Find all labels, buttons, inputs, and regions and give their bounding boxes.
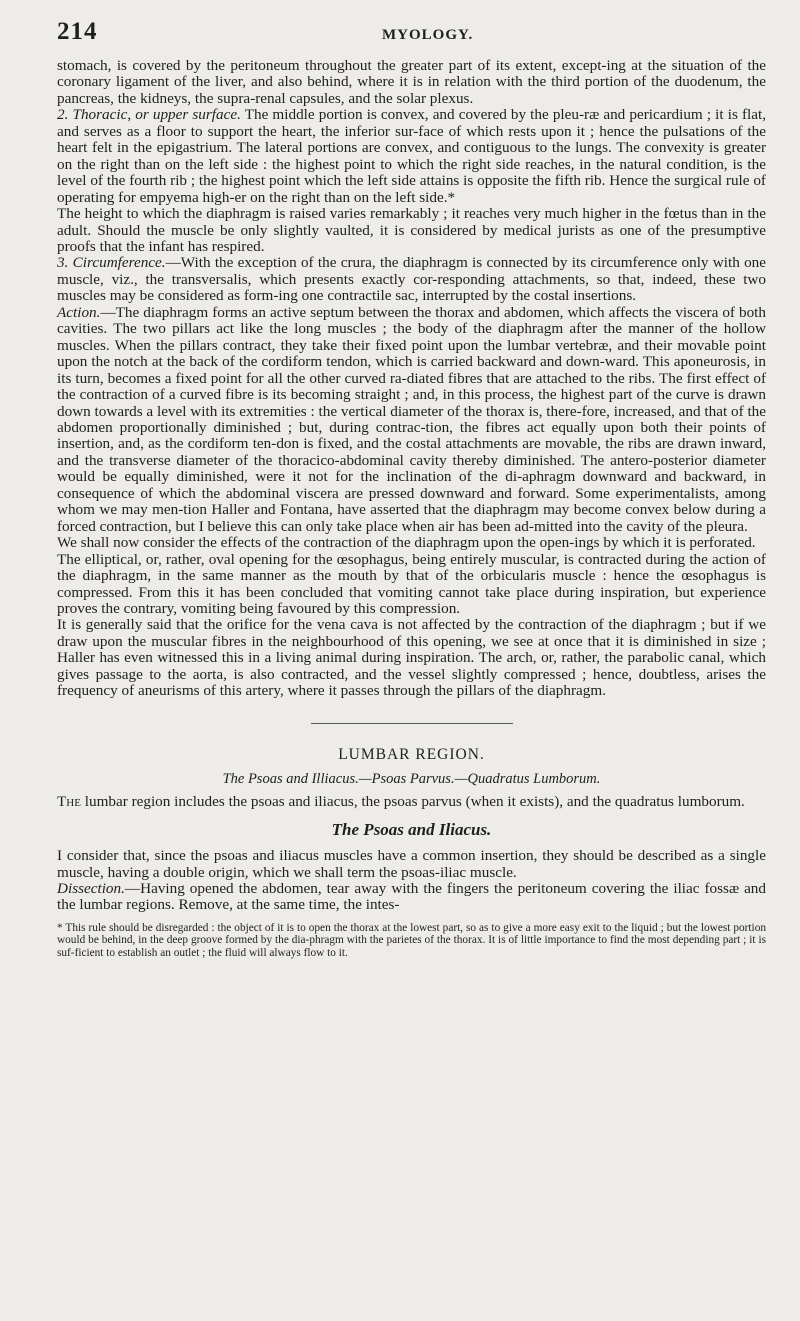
section-divider (311, 723, 513, 724)
paragraph: The elliptical, or, rather, oval opening for the œsophagus, being entirely muscular, is contracted during the action of the diaphragm, in the same manner as the mouth by that of the orbicularis muscle : hence the œsophagus is compressed. From this it has been concluded that vomiting cannot take place during inspiration, but experience proves the contrary, vomiting being favoured by this compression. (57, 550, 766, 617)
footnote: * This rule should be disregarded : the object of it is to open the thorax at the lowest part, so as to give a more easy exit to the liquid ; but the lowest portion would be behind, in the deep groove formed by the dia-phragm with the parietes of the thorax. It is of little importance to find the most depending part ; it is suf-ficient to establish an outlet ; the fluid will always flow to it. (57, 921, 766, 959)
paragraph: 2. Thoracic, or upper surface. The middle portion is convex, and covered by the pleu-ræ and pericardium ; it is flat, and serves as a floor to support the heart, the inferior sur-face of which rests upon it ; hence the pulsations of the heart felt in the epigastrium. The lateral portions are convex, and contiguous to the lungs. The convexity is greater on the right than on the left side : the highest point to which the right side reaches, in the natural condition, is the level of the fourth rib ; the highest point which the left side attains is opposite the fifth rib. Hence the surgical rule of operating for empyema high-er on the right than on the left side.* (57, 106, 766, 206)
page-number: 214 (57, 18, 98, 45)
dissection-paragraph: Dissection.—Having opened the abdomen, tear away with the fingers the peritoneum covering the iliac fossæ and the lumbar regions. Remove, at the same time, the intes- (57, 880, 766, 914)
paragraph: Action.—The diaphragm forms an active septum between the thorax and abdomen, which affects the viscera of both cavities. The two pillars act like the long muscles ; the body of the diaphragm after the manner of the hollow muscles. When the pillars contract, they take their fixed point upon the lumbar vertebræ, and their movable point upon the notch at the back of the cordiform tendon, which is carried backward and down-ward. This aponeurosis, in its turn, becomes a fixed point for all the other curved ra-diated fibres that are attached to the ribs. The first effect of the contraction of a curved fibre is its becoming straight ; and, in this process, the highest part of the curve is drawn down towards a level with its extremities : the vertical diameter of the thorax is, there-fore, increased, and that of the abdomen proportionally diminished ; but, during contrac-tion, the fibres act equally upon both their points of insertion, and, as the cordiform ten-don is fixed, and the costal attachments are movable, the ribs are drawn inward, and the transverse diameter of the thoracico-abdominal cavity thereby diminished. The antero-posterior diameter would be equally diminished, were it not for the inclination of the di-aphragm downward and backward, in consequence of which the abdominal viscera are pressed downward and forward. Some experimentalists, among whom we may men-tion Haller and Fontana, have asserted that the diaphragm may become convex below during a forced contraction, but I believe this can only take place when air has been ad-mitted into the cavity of the pleura. (57, 303, 766, 535)
paragraph: It is generally said that the orifice for the vena cava is not affected by the contraction of the diaphragm ; but if we draw upon the muscular fibres in the neighbourhood of this opening, we see at once that it is diminished in size ; Haller has even witnessed this in a living animal during inspiration. The arch, or, rather, the parabolic canal, which gives passage to the aorta, is also contracted, and the vessel slightly compressed ; hence, doubtless, arises the frequency of aneurisms of this artery, where it passes through the pillars of the diaphragm. (57, 616, 766, 700)
section-intro: The lumbar region includes the psoas and iliacus, the psoas parvus (when it exists), and the quadratus lumborum. (57, 792, 745, 810)
body-text-top (57, 58, 766, 700)
sub-heading: The Psoas and Iliacus. (331, 820, 492, 840)
paragraph: We shall now consider the effects of the contraction of the diaphragm upon the open-ings by which it is perforated. (57, 534, 756, 552)
page-header (57, 18, 766, 58)
paragraph: 3. Circumference.—With the exception of the crura, the diaphragm is connected by its circumference only with one muscle, viz., the transversalis, which presents exactly cor-responding attachments, so that, indeed, these two muscles may be considered as form-ing one contractile sac, interrupted by the costal insertions. (57, 254, 766, 305)
running-title: MYOLOGY. (382, 27, 474, 43)
paragraph: stomach, is covered by the peritoneum throughout the greater part of its extent, except-ing at the situation of the coronary ligament of the liver, and also behind, where it is in relation with the third portion of the duodenum, the pancreas, the kidneys, the supra-renal capsules, and the solar plexus. (57, 57, 766, 107)
paragraph: I consider that, since the psoas and iliacus muscles have a common insertion, they should be described as a single muscle, having a double origin, which we shall term the psoas-iliac muscle. (57, 847, 766, 881)
paragraph: The height to which the diaphragm is raised varies remarkably ; it reaches very much higher in the fœtus than in the adult. Should the muscle be only slightly vaulted, it is considered by medical jurists as one of the presumptive proofs that the infant has respired. (57, 205, 766, 255)
section-subtitle: The Psoas and Illiacus.—Psoas Parvus.—Quadratus Lumborum. (222, 770, 601, 787)
section-title: LUMBAR REGION. (338, 745, 485, 763)
